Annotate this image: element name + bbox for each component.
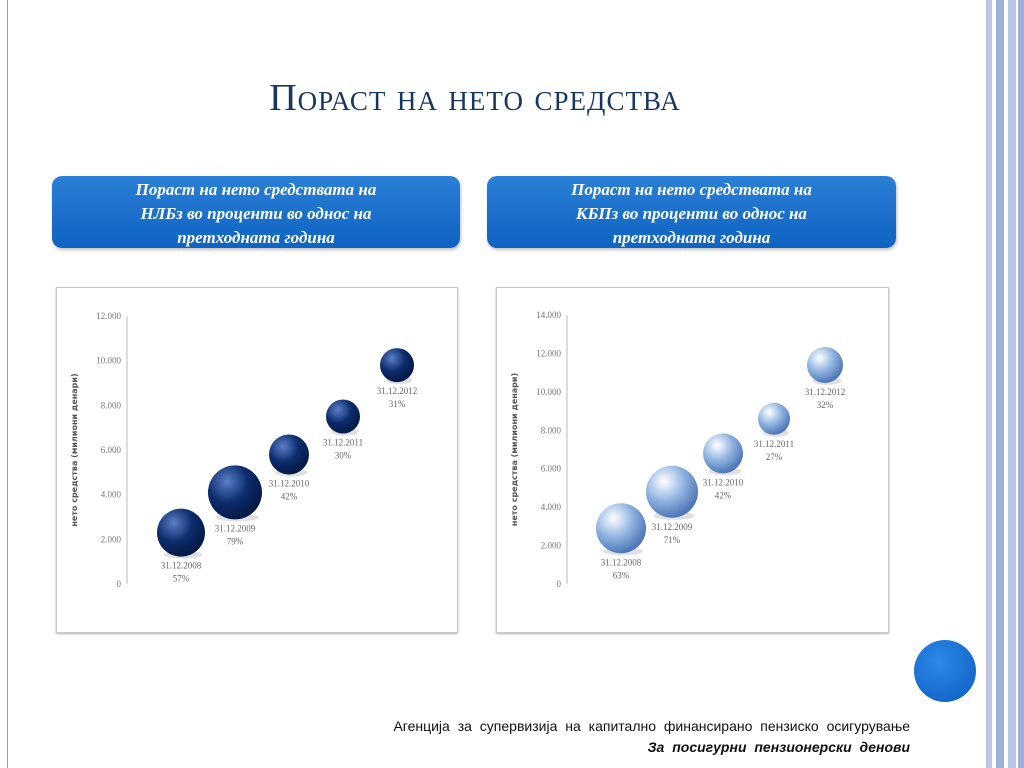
data-label-percent: 30%	[334, 450, 352, 461]
y-tick-label: 6.000	[100, 445, 121, 455]
y-axis-label: нето средства (милиони денари)	[510, 372, 519, 527]
y-axis-label: нето средства (милиони денари)	[70, 373, 79, 527]
data-label-percent: 31%	[388, 399, 406, 410]
footer-slogan: За посигурни пензионерски денови	[647, 739, 910, 755]
y-tick-label: 14.000	[536, 310, 561, 320]
y-tick-label: 8.000	[540, 425, 561, 436]
y-tick-label: 6.000	[540, 463, 561, 474]
data-bubble	[380, 348, 414, 382]
y-tick-label: 12.000	[536, 348, 561, 359]
decorative-stripes	[982, 0, 1024, 768]
y-tick-label: 0	[556, 579, 561, 589]
y-tick-label: 10.000	[536, 386, 561, 397]
data-bubble	[326, 400, 360, 434]
right-subtitle-line-2: КБПз во проценти во однос на	[576, 204, 807, 223]
y-tick-label: 12.000	[96, 311, 121, 321]
y-tick-label: 2.000	[540, 540, 561, 551]
data-label-date: 31.12.2008	[600, 557, 642, 568]
data-label-percent: 79%	[226, 536, 244, 547]
data-bubble	[703, 433, 743, 473]
decorative-circle	[914, 640, 976, 702]
left-subtitle-box	[52, 176, 460, 248]
data-label-percent: 42%	[714, 490, 732, 501]
data-bubble	[646, 466, 698, 518]
right-chart	[497, 288, 888, 632]
data-label-percent: 32%	[816, 399, 834, 410]
data-label-percent: 71%	[663, 534, 681, 545]
left-subtitle-line-2: НЛБз во проценти во однос на	[140, 204, 372, 223]
y-tick-label: 2.000	[100, 534, 121, 545]
left-subtitle-line-1: Пораст на нето средствата на	[135, 180, 377, 199]
right-chart-panel	[496, 287, 889, 633]
y-tick-label: 8.000	[100, 400, 121, 411]
data-label-percent: 27%	[765, 451, 783, 462]
data-label-date: 31.12.2009	[651, 521, 693, 532]
footer-agency: Агенција за супервизија на капитално финансирано пензиско осигурување	[393, 718, 910, 734]
data-label-date: 31.12.2009	[214, 523, 256, 534]
data-label-percent: 63%	[612, 570, 630, 581]
data-label-date: 31.12.2011	[753, 438, 795, 449]
data-label-percent: 57%	[172, 573, 190, 584]
data-label-date: 31.12.2012	[804, 386, 846, 397]
right-subtitle-line-1: Пораст на нето средствата на	[571, 180, 812, 199]
data-label-date: 31.12.2008	[160, 560, 202, 571]
left-chart-panel	[56, 287, 458, 633]
slide-title: Пораст на нето средства	[269, 77, 681, 119]
y-tick-label: 10.000	[96, 355, 121, 366]
left-subtitle-line-3: претходната година	[177, 228, 335, 247]
data-label-date: 31.12.2012	[376, 386, 418, 397]
data-bubble	[807, 347, 843, 383]
data-label-percent: 42%	[280, 491, 298, 502]
left-chart	[57, 288, 457, 632]
data-bubble	[758, 403, 790, 435]
data-label-date: 31.12.2010	[702, 477, 744, 488]
data-bubble	[596, 503, 646, 553]
data-label-date: 31.12.2011	[322, 437, 364, 448]
right-subtitle-box	[487, 176, 896, 248]
data-label-date: 31.12.2010	[268, 478, 310, 489]
data-bubble	[269, 434, 309, 474]
y-tick-label: 4.000	[540, 502, 561, 513]
y-tick-label: 0	[116, 579, 121, 589]
y-tick-label: 4.000	[100, 489, 121, 500]
right-subtitle-line-3: претходната година	[612, 228, 771, 247]
data-bubble	[157, 509, 205, 557]
data-bubble	[208, 465, 262, 519]
